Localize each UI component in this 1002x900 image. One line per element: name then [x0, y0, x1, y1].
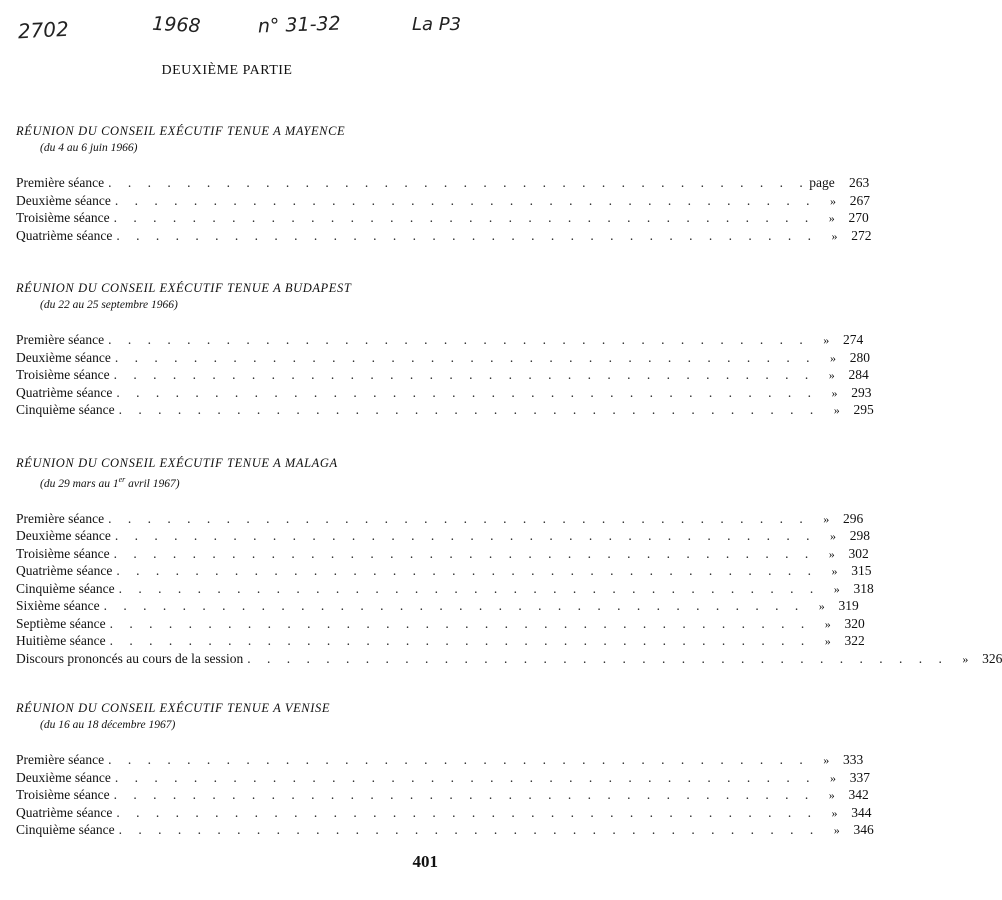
toc-entry [16, 545, 869, 563]
entry-label: Sixième séance [16, 598, 100, 614]
ditto-mark: » [833, 581, 840, 596]
toc-entry [16, 751, 864, 769]
entry-page: 320 [844, 615, 865, 631]
section-title: RÉUNION DU CONSEIL EXÉCUTIF TENUE A BUDAPEST [16, 281, 352, 295]
entry-label: Première séance [16, 752, 105, 767]
dot-leader: . . . . . . . . . . . . . . . . . . . . . . . . . . . . . . . . . . . . [113, 367, 815, 382]
entry-label: Septième séance [16, 615, 106, 631]
dot-leader: . . . . . . . . . . . . . . . . . . . . . . . . . . . . . . . . . . . . [116, 384, 818, 400]
dot-leader: . . . . . . . . . . . . . . . . . . . . . . . . . . . . . . . . . . . . [116, 563, 818, 579]
dot-leader: . . . . . . . . . . . . . . . . . . . . . . . . . . . . . . . . . . . . [113, 787, 815, 802]
entry-label: Troisième séance [16, 210, 110, 225]
dot-leader: . . . . . . . . . . . . . . . . . . . . . . . . . . . . . . . . . . . . [108, 332, 810, 347]
toc-entry [16, 192, 870, 210]
entry-page: 326 [982, 650, 1002, 666]
toc-entry [16, 597, 859, 615]
entry-page: 319 [838, 598, 859, 614]
entry-page: 298 [849, 528, 870, 544]
ditto-mark: » [824, 634, 831, 649]
entry-label: Première séance [16, 332, 105, 347]
entry-page: 274 [842, 332, 864, 347]
entry-page: 296 [842, 510, 864, 526]
entry-label: Cinquième séance [16, 402, 115, 417]
section-dates: (du 22 au 25 septembre 1966) [40, 299, 178, 311]
entry-page-prefix: page [809, 175, 835, 190]
entry-label: Deuxième séance [16, 528, 111, 544]
entry-label: Quatrième séance [16, 804, 113, 820]
ditto-mark: » [831, 564, 838, 579]
ditto-mark: » [829, 770, 836, 785]
entry-page: 272 [851, 227, 872, 243]
section-dates [40, 472, 446, 492]
toc-entry [16, 401, 874, 419]
toc-entry [16, 209, 869, 227]
toc-entry [16, 331, 864, 349]
toc-entry [16, 349, 870, 367]
entry-label: Quatrième séance [16, 384, 113, 400]
toc-entry [16, 580, 874, 598]
ditto-mark: » [829, 350, 836, 365]
toc-entry [16, 615, 865, 633]
toc-entry [16, 384, 872, 402]
ditto-mark: » [818, 599, 825, 614]
entry-page: 284 [848, 367, 869, 382]
entry-page: 302 [848, 545, 869, 561]
entry-label: Première séance [16, 175, 105, 190]
dot-leader: . . . . . . . . . . . . . . . . . . . . . . . . . . . . . . . . . . . . [103, 598, 805, 614]
dot-leader: . . . . . . . . . . . . . . . . . . . . . . . . . . . . . . . . . . . . [247, 650, 949, 666]
toc-entry [16, 650, 1002, 668]
section-mayence [16, 123, 872, 244]
entry-page: 270 [848, 210, 869, 225]
ditto-mark: » [823, 753, 830, 767]
handwritten-note: n° 31-32 [257, 12, 342, 38]
section-malaga [16, 455, 1002, 667]
entry-label: Deuxième séance [16, 769, 111, 785]
entry-label: Troisième séance [16, 787, 110, 802]
page-number: 401 [412, 852, 438, 871]
ditto-mark: » [833, 403, 840, 417]
toc-entry [16, 562, 872, 580]
handwritten-note: 2702 [17, 16, 70, 44]
dot-leader: . . . . . . . . . . . . . . . . . . . . . . . . . . . . . . . . . . . . [113, 545, 815, 561]
ditto-mark: » [823, 511, 830, 526]
toc-entry [16, 632, 865, 650]
toc-entry [16, 510, 864, 528]
entry-page: 342 [848, 787, 869, 802]
dot-leader: . . . . . . . . . . . . . . . . . . . . . . . . . . . . . . . . . . . . [118, 402, 820, 417]
ditto-mark: » [828, 368, 835, 382]
entry-page: 295 [853, 402, 874, 417]
dot-leader: . . . . . . . . . . . . . . . . . . . . . . . . . . . . . . . . . . . . [116, 804, 818, 820]
entry-page: 333 [842, 752, 864, 767]
toc-entry [16, 769, 870, 787]
ditto-mark: » [828, 211, 835, 225]
section-title: RÉUNION DU CONSEIL EXÉCUTIF TENUE A VENISE [16, 701, 331, 715]
dates-text: avril 1967) [125, 477, 180, 490]
section-budapest [16, 280, 874, 419]
entry-page: 267 [849, 192, 870, 208]
ditto-mark: » [831, 385, 838, 400]
entry-label: Quatrième séance [16, 227, 113, 243]
entry-page: 280 [849, 349, 870, 365]
entry-label: Quatrième séance [16, 563, 113, 579]
ditto-mark: » [823, 333, 830, 347]
entry-page: 322 [844, 633, 865, 649]
section-title: RÉUNION DU CONSEIL EXÉCUTIF TENUE A MAYENCE [16, 124, 346, 138]
entry-page: 318 [853, 580, 874, 596]
dot-leader: . . . . . . . . . . . . . . . . . . . . . . . . . . . . . . . . . . . . [118, 822, 820, 837]
handwritten-note: La P3 [412, 14, 462, 35]
dot-leader: . . . . . . . . . . . . . . . . . . . . . . . . . . . . . . . . . . . . [108, 510, 810, 526]
toc-entry [16, 227, 872, 245]
entry-label: Troisième séance [16, 367, 110, 382]
section-venise [16, 700, 874, 839]
ditto-mark: » [833, 823, 840, 837]
entry-label: Discours prononcés au cours de la session [16, 650, 244, 666]
entry-page: 293 [851, 384, 872, 400]
dot-leader: . . . . . . . . . . . . . . . . . . . . . . . . . . . . . . . . . . . . [109, 633, 811, 649]
ditto-mark: » [962, 651, 969, 666]
entry-label: Deuxième séance [16, 349, 111, 365]
toc-entry [16, 366, 869, 384]
entry-page: 337 [849, 769, 870, 785]
dot-leader: . . . . . . . . . . . . . . . . . . . . . . . . . . . . . . . . . . . . [114, 769, 816, 785]
ditto-mark: » [829, 193, 836, 208]
entry-label: Huitième séance [16, 633, 106, 649]
entry-page: 263 [848, 175, 870, 190]
section-title: RÉUNION DU CONSEIL EXÉCUTIF TENUE A MALAGA [16, 456, 338, 470]
dot-leader: . . . . . . . . . . . . . . . . . . . . . . . . . . . . . . . . . . . . [108, 752, 810, 767]
toc-entry [16, 786, 869, 804]
ditto-mark: » [828, 788, 835, 802]
toc-entry [16, 821, 874, 839]
dot-leader: . . . . . . . . . . . . . . . . . . . . . . . . . . . . . . . . . . . . [114, 528, 816, 544]
section-dates: (du 4 au 6 juin 1966) [40, 142, 138, 154]
dot-leader: . . . . . . . . . . . . . . . . . . . . . . . . . . . . . . . . . . . . [114, 349, 816, 365]
dot-leader: . . . . . . . . . . . . . . . . . . . . . . . . . . . . . . . . . . . . [109, 615, 811, 631]
entry-label: Deuxième séance [16, 192, 111, 208]
ditto-mark: » [828, 546, 835, 561]
entry-page: 315 [851, 563, 872, 579]
dot-leader: . . . . . . . . . . . . . . . . . . . . . . . . . . . . . . . . . . . . [114, 192, 816, 208]
toc-list [16, 751, 874, 839]
entry-label: Troisième séance [16, 545, 110, 561]
toc-list [16, 174, 872, 244]
ditto-mark: » [831, 228, 838, 243]
toc-list [16, 331, 874, 419]
entry-page: 344 [851, 804, 872, 820]
entry-label: Cinquième séance [16, 822, 115, 837]
ditto-mark: » [829, 529, 836, 544]
dot-leader: . . . . . . . . . . . . . . . . . . . . . . . . . . . . . . . . . . . . [113, 210, 815, 225]
dates-superscript: er [118, 475, 126, 484]
dot-leader: . . . . . . . . . . . . . . . . . . . . . . . . . . . . . . . . . . . . [116, 227, 818, 243]
section-dates: (du 16 au 18 décembre 1967) [40, 719, 176, 731]
toc-list [16, 510, 1002, 668]
ditto-mark: » [824, 616, 831, 631]
ditto-mark: » [831, 805, 838, 820]
dot-leader: . . . . . . . . . . . . . . . . . . . . . . . . . . . . . . . . . . . . [118, 580, 820, 596]
handwritten-note: 1968 [151, 12, 202, 38]
toc-entry [16, 527, 870, 545]
dates-text: (du 29 mars au 1 [40, 477, 119, 490]
dot-leader: . . . . . . . . . . . . . . . . . . . . . . . . . . . . . . . . . . . . [108, 175, 810, 190]
entry-page: 346 [853, 822, 874, 837]
toc-entry [16, 174, 870, 192]
part-title: DEUXIÈME PARTIE [161, 63, 293, 78]
toc-entry [16, 804, 872, 822]
entry-label: Première séance [16, 510, 105, 526]
entry-label: Cinquième séance [16, 580, 115, 596]
